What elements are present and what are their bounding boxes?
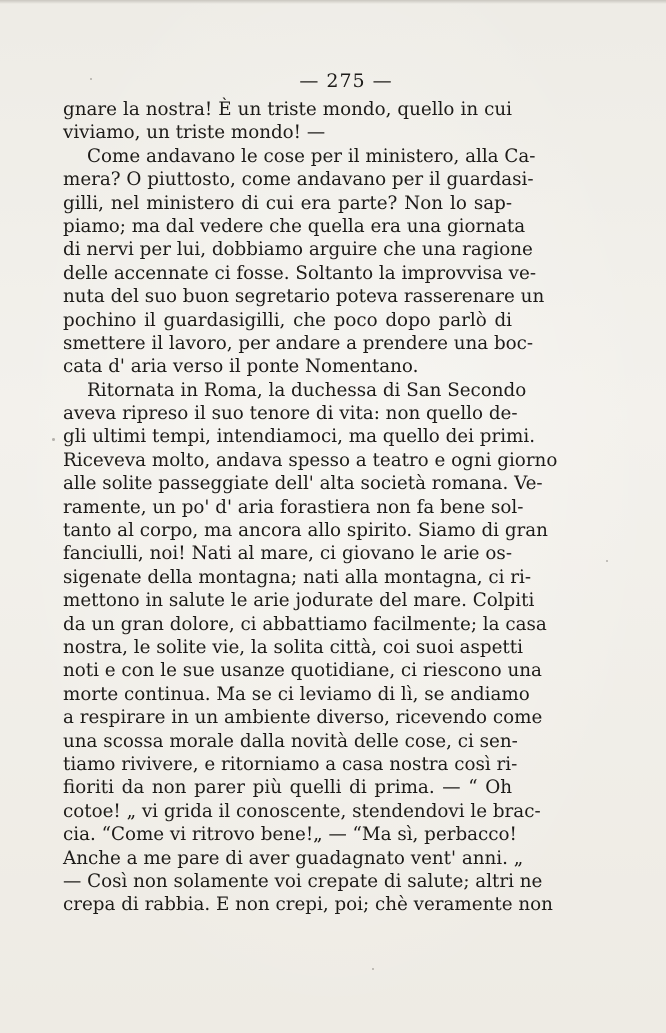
text-line: gnare la nostra! È un triste mondo, quello in cui	[63, 99, 512, 120]
text-line: crepa di rabbia. E non crepi, poi; chè veramente non	[63, 894, 553, 916]
text-line: una scossa morale dalla novità delle cose, ci sen-	[63, 730, 518, 752]
text-line: smettere il lavoro, per andare a prendere una boc-	[63, 332, 534, 354]
text-line: sigenate della montagna; nati alla montagna, ci ri-	[63, 566, 532, 588]
text-line: cata d' aria verso il ponte Nomentano.	[63, 356, 419, 378]
page-number: — 275 —	[299, 70, 393, 92]
text-line: nostra, le solite vie, la solita città, coi suoi aspetti	[63, 636, 523, 658]
text-line: fioriti da non parer più quelli di prima. — “ Oh	[63, 777, 512, 799]
text-line: pochino il guardasigilli, che poco dopo parlò di	[63, 309, 512, 331]
text-line: gilli, nel ministero di cui era parte? Non lo sap-	[63, 192, 512, 214]
text-line: nuta del suo buon segretario poteva rasserenare un	[63, 286, 545, 308]
text-line: delle accennate ci fosse. Soltanto la improvvisa ve-	[63, 262, 537, 284]
text-line: viviamo, un triste mondo! —	[63, 122, 326, 144]
page-top-edge	[0, 0, 666, 4]
text-line: noti e con le sue usanze quotidiane, ci riescono una	[63, 660, 542, 682]
paper-speck	[606, 560, 608, 562]
text-line: fanciulli, noi! Nati al mare, ci giovano le arie os-	[63, 543, 512, 565]
text-line: Come andavano le cose per il ministero, alla Ca-	[87, 145, 536, 167]
text-line: morte continua. Ma se ci leviamo di lì, se andiamo	[63, 683, 530, 705]
text-line: alle solite passeggiate dell' alta società romana. Ve-	[63, 473, 543, 495]
text-line: aveva ripreso il suo tenore di vita: non quello de-	[63, 403, 518, 425]
text-line: tiamo rivivere, e ritorniamo a casa nostra così ri-	[63, 753, 518, 775]
body-text	[63, 98, 558, 917]
text-line: — Così non solamente voi crepate di salute; altri ne	[63, 870, 543, 892]
text-line: di nervi per lui, dobbiamo arguire che una ragione	[63, 239, 533, 261]
text-line: da un gran dolore, ci abbattiamo facilmente; la casa	[63, 613, 547, 635]
text-line: piamo; ma dal vedere che quella era una giornata	[63, 215, 526, 237]
text-line: ramente, un po' d' aria forastiera non fa bene sol-	[63, 496, 524, 518]
text-line: Riceveva molto, andava spesso a teatro e ogni giorno	[63, 449, 558, 471]
text-line: Ritornata in Roma, la duchessa di San Secondo	[87, 379, 527, 401]
text-line: gli ultimi tempi, intendiamoci, ma quello dei primi.	[63, 426, 536, 448]
text-line: cotoe! „ vi grida il conoscente, stendendovi le brac-	[63, 800, 541, 822]
paper-speck	[90, 78, 92, 80]
text-line: tanto al corpo, ma ancora allo spirito. Siamo di gran	[63, 520, 548, 542]
text-line: mettono in salute le arie jodurate del mare. Colpiti	[63, 590, 535, 612]
paper-speck	[52, 438, 55, 441]
text-line: mera? O piuttosto, come andavano per il guardasi-	[63, 169, 534, 191]
text-line: cia. “Come vi ritrovo bene!„ — “Ma sì, perbacco!	[63, 824, 517, 846]
paper-speck	[372, 968, 374, 970]
text-line: Anche a me pare di aver guadagnato vent' anni. „	[63, 847, 524, 869]
text-line: a respirare in un ambiente diverso, ricevendo come	[63, 707, 543, 729]
